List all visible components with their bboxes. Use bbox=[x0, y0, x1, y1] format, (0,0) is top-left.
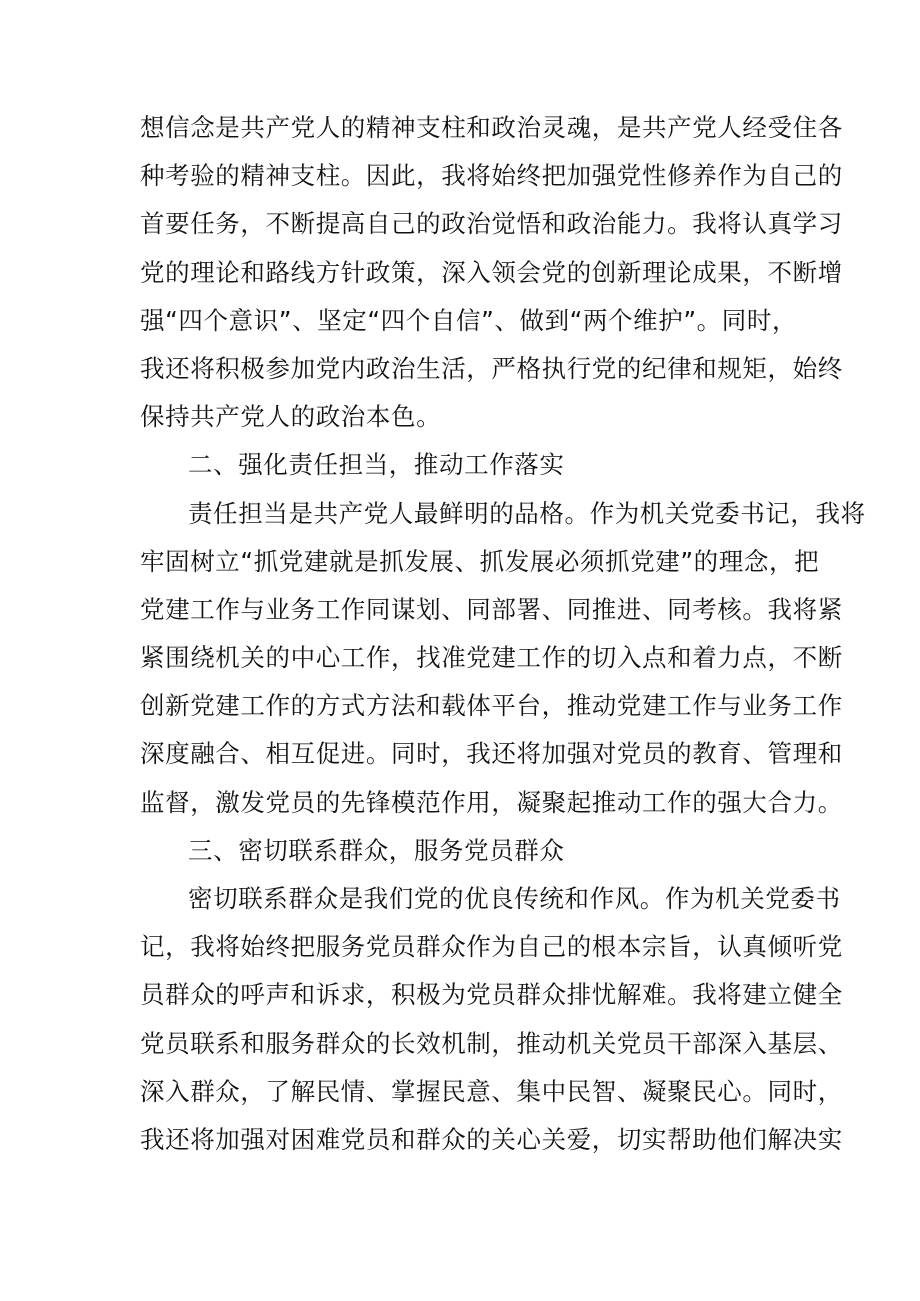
text-line: 员群众的呼声和诉求，积极为党员群众排忧解难。我将建立健全 bbox=[140, 980, 843, 1010]
text-line: 深度融合、相互促进。同时，我还将加强对党员的教育、管理和 bbox=[140, 739, 843, 769]
text-line: 首要任务，不断提高自己的政治觉悟和政治能力。我将认真学习 bbox=[140, 209, 843, 239]
text-line: 我还将加强对困难党员和群众的关心关爱，切实帮助他们解决实 bbox=[140, 1124, 843, 1154]
section-heading-2: 二、强化责任担当，推动工作落实 bbox=[188, 450, 565, 480]
text-line: 想信念是共产党人的精神支柱和政治灵魂，是共产党人经受住各 bbox=[140, 113, 843, 142]
paragraph-start: 责任担当是共产党人最鲜明的品格。作为机关党委书记，我将 bbox=[188, 498, 866, 528]
text-line: 我还将积极参加党内政治生活，严格执行党的纪律和规矩，始终 bbox=[140, 353, 843, 383]
text-line: 党的理论和路线方针政策，深入领会党的创新理论成果，不断增 bbox=[140, 257, 843, 287]
text-line: 紧围绕机关的中心工作，找准党建工作的切入点和着力点，不断 bbox=[140, 643, 843, 673]
document-body bbox=[140, 104, 866, 1164]
text-line: 种考验的精神支柱。因此，我将始终把加强党性修养作为自己的 bbox=[140, 161, 843, 191]
text-line: 深入群众，了解民情、掌握民意、集中民智、凝聚民心。同时， bbox=[140, 1076, 843, 1106]
text-line: 记，我将始终把服务党员群众作为自己的根本宗旨，认真倾听党 bbox=[140, 932, 843, 962]
text-line: 牢固树立“抓党建就是抓发展、抓发展必须抓党建”的理念，把 bbox=[140, 546, 820, 576]
paragraph-start: 密切联系群众是我们党的优良传统和作风。作为机关党委书 bbox=[188, 884, 841, 913]
text-line: 监督，激发党员的先锋模范作用，凝聚起推动工作的强大合力。 bbox=[140, 787, 843, 817]
text-line: 党员联系和服务群众的长效机制，推动机关党员干部深入基层、 bbox=[140, 1028, 843, 1058]
text-line: 创新党建工作的方式方法和载体平台，推动党建工作与业务工作 bbox=[140, 691, 843, 721]
text-line: 党建工作与业务工作同谋划、同部署、同推进、同考核。我将紧 bbox=[140, 594, 843, 624]
text-line: 强“四个意识”、坚定“四个自信”、做到“两个维护”。同时， bbox=[140, 305, 798, 335]
section-heading-3: 三、密切联系群众，服务党员群众 bbox=[188, 835, 565, 865]
text-line: 保持共产党人的政治本色。 bbox=[140, 402, 442, 432]
